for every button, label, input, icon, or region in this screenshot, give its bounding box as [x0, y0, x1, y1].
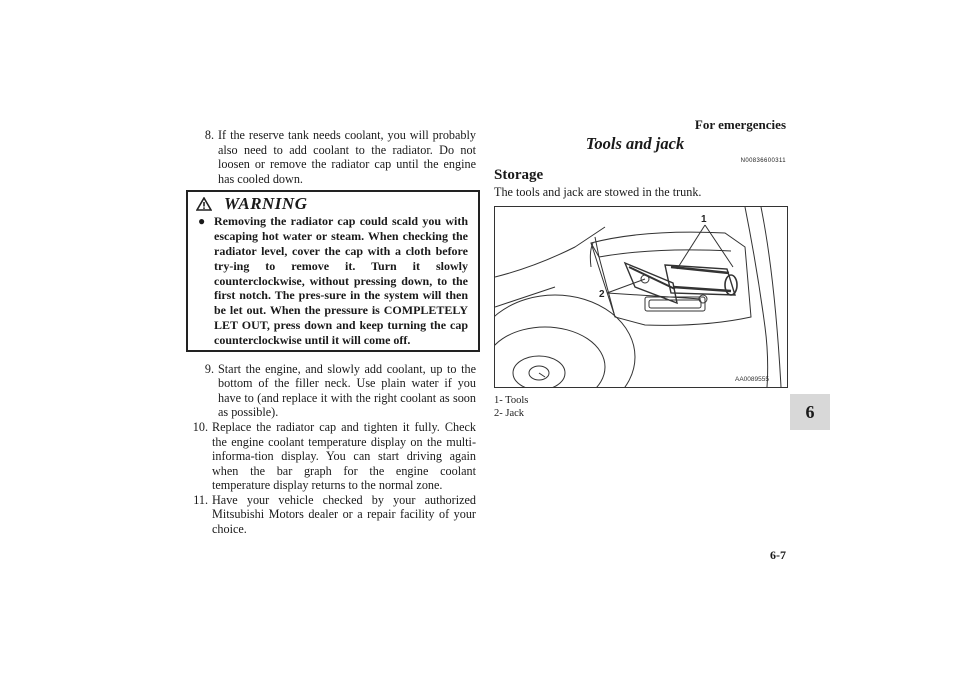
legend-item-jack: 2- Jack	[494, 408, 525, 419]
callout-1: 1	[701, 214, 707, 225]
warning-text: Removing the radiator cap could scald you with escaping hot water or steam. When checking the radiator level, cover the cap with a cloth before try-ing to remove it. Turn it slowly counterclockwise, without pressing down, to the first notch. The pres-sure in the system will then be let out. When the pressure is COMPLETELY LET OUT, press down and keep turning the cap counterclockwise until it will come off.	[214, 214, 468, 347]
warning-header	[188, 192, 478, 214]
figure-legend	[494, 394, 786, 420]
warning-triangle-icon	[196, 197, 212, 211]
section-title: Tools and jack	[585, 134, 685, 153]
callout-2: 2	[599, 289, 605, 300]
trunk-illustration	[494, 206, 788, 388]
step-11	[186, 493, 476, 537]
bullet-icon: ●	[198, 214, 206, 229]
right-column	[494, 134, 786, 420]
page-number: 6-7	[770, 548, 786, 562]
step-number: 9.	[204, 361, 214, 376]
step-text: Replace the radiator cap and tighten it fully. Check the engine coolant temperature display on the multi-informa-tion display. You can start driving again when the bar graph for the engine coolant temperature display returns to the normal zone.	[212, 419, 476, 493]
chapter-tab: 6	[790, 394, 830, 430]
warning-box	[186, 190, 480, 351]
step-10	[186, 420, 476, 493]
step-9	[186, 362, 476, 420]
step-number: 10.	[192, 419, 208, 434]
header-title: For emergencies	[694, 117, 786, 132]
step-text: Start the engine, and slowly add coolant, up to the bottom of the filler neck. Use plain water if you have to (and replace it with the right coolant as soon as possible).	[218, 361, 476, 420]
warning-title: WARNING	[224, 194, 308, 214]
intro-text: The tools and jack are stowed in the trunk.	[494, 185, 702, 199]
step-text: If the reserve tank needs coolant, you will probably also need to add coolant to the radiator. Do not loosen or remove the radiator cap until the engine has cooled down.	[218, 128, 476, 186]
step-number: 8.	[204, 128, 214, 142]
sub-title: Storage	[494, 167, 544, 183]
section-code: N00836600311	[740, 158, 786, 164]
step-8	[186, 128, 476, 186]
trunk-drawing	[495, 207, 787, 387]
step-number: 11.	[193, 492, 208, 507]
left-column	[186, 128, 476, 537]
warning-body	[188, 214, 478, 347]
step-text: Have your vehicle checked by your authorized Mitsubishi Motors dealer or a repair facility of your choice.	[212, 492, 476, 537]
legend-item-tools: 1- Tools	[494, 395, 529, 406]
figure-ref: AA0089555	[735, 376, 769, 383]
